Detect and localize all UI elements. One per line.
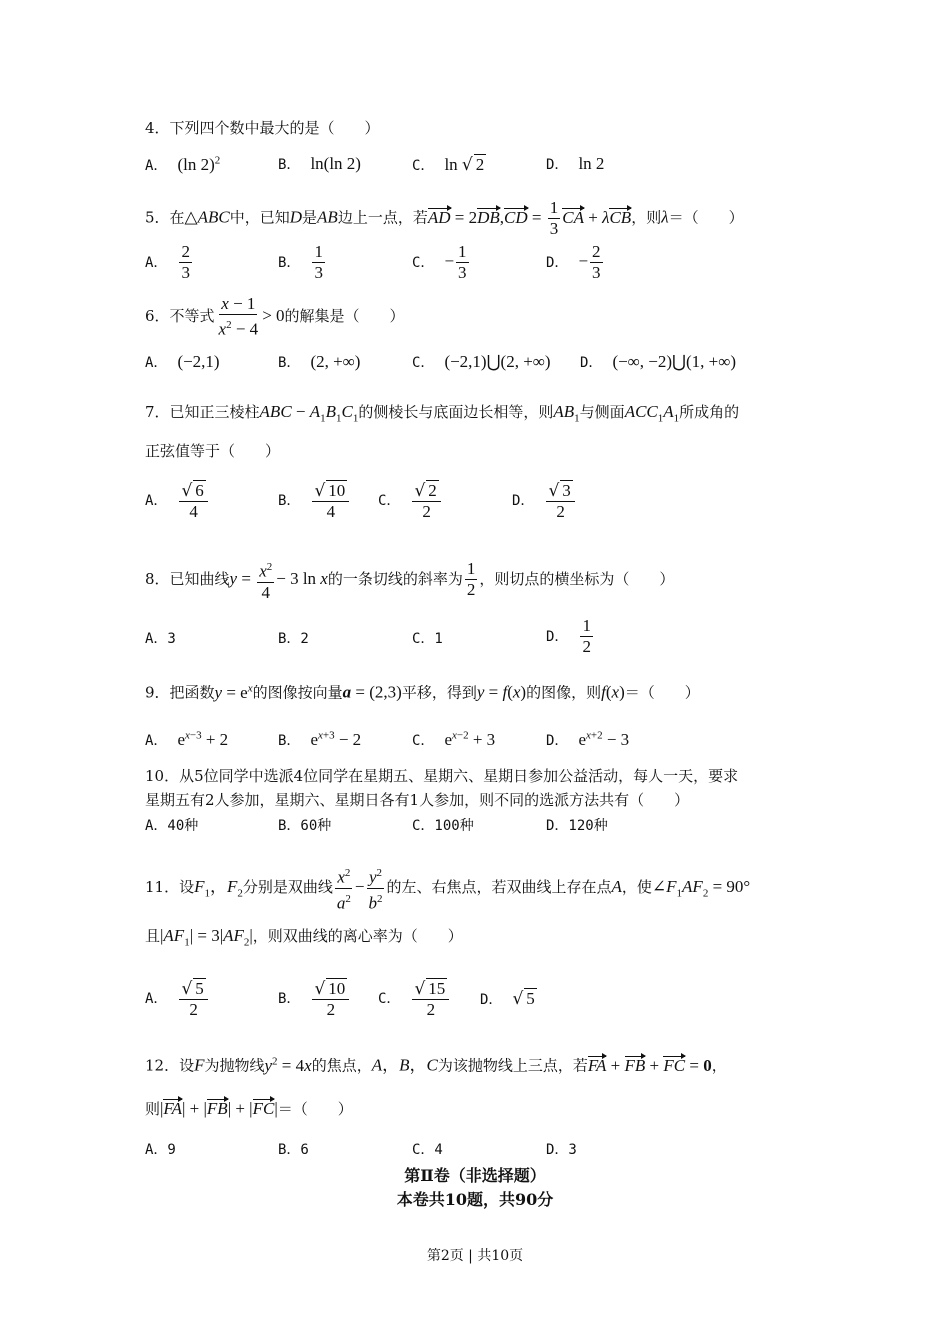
q9-option-d: D． $e^{x+2} - 3$ [546,729,630,749]
question-7-line2: 正弦值等于（ ） [145,442,281,460]
q8-option-b: B．2 [278,631,309,647]
q12-option-d: D．3 [546,1142,577,1158]
question-11-line2: 且$|AF_1| = 3|AF_2|$，则双曲线的离心率为（ ） [145,926,463,949]
q6-option-c: C． (−2,1)⋃(2, +∞) [412,352,551,371]
q7-option-c: C． $\frac{√ 2}{2}$ [378,480,443,522]
question-8-stem: 8．已知曲线y = $\frac{x^2}{4}$ − 3 ln x的一条切线的斜率为 $\frac{1}{2}$ ，则切点的横坐标为（ ） [145,557,674,603]
q9-option-a: A． $e^{x-3} + 2$ [145,729,229,749]
question-6-stem: 6．不等式 $\frac{x - 1}{x^2 - 4}$ > 0的解集是（ ） [145,294,405,339]
q6-option-b: B． (2, +∞) [278,352,361,371]
q10-option-a: A．40种 [145,818,199,834]
q6-option-a: A． (−2,1) [145,352,220,371]
q6-option-d: D． (−∞, −2)⋃(1, +∞) [580,352,737,371]
q11-option-d: D． √ 5 [480,989,535,1009]
q10-option-d: D．120种 [546,818,608,834]
q10-option-b: B．60种 [278,818,332,834]
section-title: 第Ⅱ卷（非选择题） [404,1166,546,1185]
question-4-stem: 4．下列四个数中最大的是（ ） [145,119,380,137]
q5-option-d: D． − $\frac{2}{3}$ [546,242,601,282]
q5-option-c: C． − $\frac{1}{3}$ [412,242,467,282]
q4-option-b: B． ln(ln 2) [278,154,361,173]
q12-option-b: B．6 [278,1142,309,1158]
section-subtitle: 本卷共10题，共90分 [396,1190,554,1209]
q9-option-b: B． $e^{x+3} - 2$ [278,729,362,749]
question-10-line1: 10．从5位同学中选派4位同学在星期五、星期六、星期日参加公益活动，每人一天，要求 [145,767,739,785]
q9-option-c: C． $e^{x-2} + 3$ [412,729,496,749]
q8-option-a: A．3 [145,631,176,647]
q8-option-d: D． $\frac{1}{2}$ [546,616,591,656]
question-12-line2: 则|FA| + |FB| + |FC|＝（ ） [145,1099,353,1118]
q5-option-b: B． $\frac{1}{3}$ [278,242,323,282]
page-footer: 第2页 | 共10页 [426,1248,524,1264]
question-10-line2: 星期五有2人参加，星期六、星期日各有1人参加，则不同的选派方法共有（ ） [145,791,690,809]
q12-option-c: C．4 [412,1142,443,1158]
question-7-stem: 7．已知正三棱柱ABC − $A_1B_1C_1$的侧棱长与底面边长相等，则$AB_1$与侧面$ACC_1A_1$所成角的 [145,402,740,425]
q7-option-b: B． $\frac{√ 10}{4}$ [278,480,351,522]
q4-option-d: D． ln 2 [546,154,605,173]
question-5-stem: 5．在△ABC中，已知D是AB边上一点，若AD = 2DB,CD = $\frac{1}{3}$ CA + λCB，则λ＝（ ） [145,198,744,238]
q11-option-c: C． $\frac{√ 15}{2}$ [378,978,451,1020]
q12-option-a: A．9 [145,1142,176,1158]
q11-option-a: A． $\frac{√ 5}{2}$ [145,978,210,1020]
q7-option-d: D． $\frac{√ 3}{2}$ [512,480,577,522]
q8-option-c: C．1 [412,631,443,647]
q4-option-a: A． (ln 2)$^2$ [145,154,221,174]
question-11-stem: 11．设$F_1$，$F_2$分别是双曲线 $\frac{x^2}{a^2}$ − $\frac{y^2}{b^2}$ 的左、右焦点，若双曲线上存在点A，使$\angle F_1AF_2 = 90^\circ$ [145,863,750,913]
q5-option-a: A． $\frac{2}{3}$ [145,242,190,282]
q4-option-c: C． ln √ 2 [412,155,485,175]
q7-option-a: A． $\frac{√ 6}{4}$ [145,480,210,522]
question-12-stem: 12．设F为抛物线$y^2 = 4x$的焦点，A，B，C为该抛物线上三点，若FA + FB + FC = 0， [145,1055,727,1075]
q11-option-b: B． $\frac{√ 10}{2}$ [278,978,351,1020]
question-9-stem: 9．把函数$y = e^x$的图像按向量a = (2,3)平移，得到y = f(x)的图像，则f(x)＝（ ） [145,682,700,702]
q10-option-c: C．100种 [412,818,474,834]
